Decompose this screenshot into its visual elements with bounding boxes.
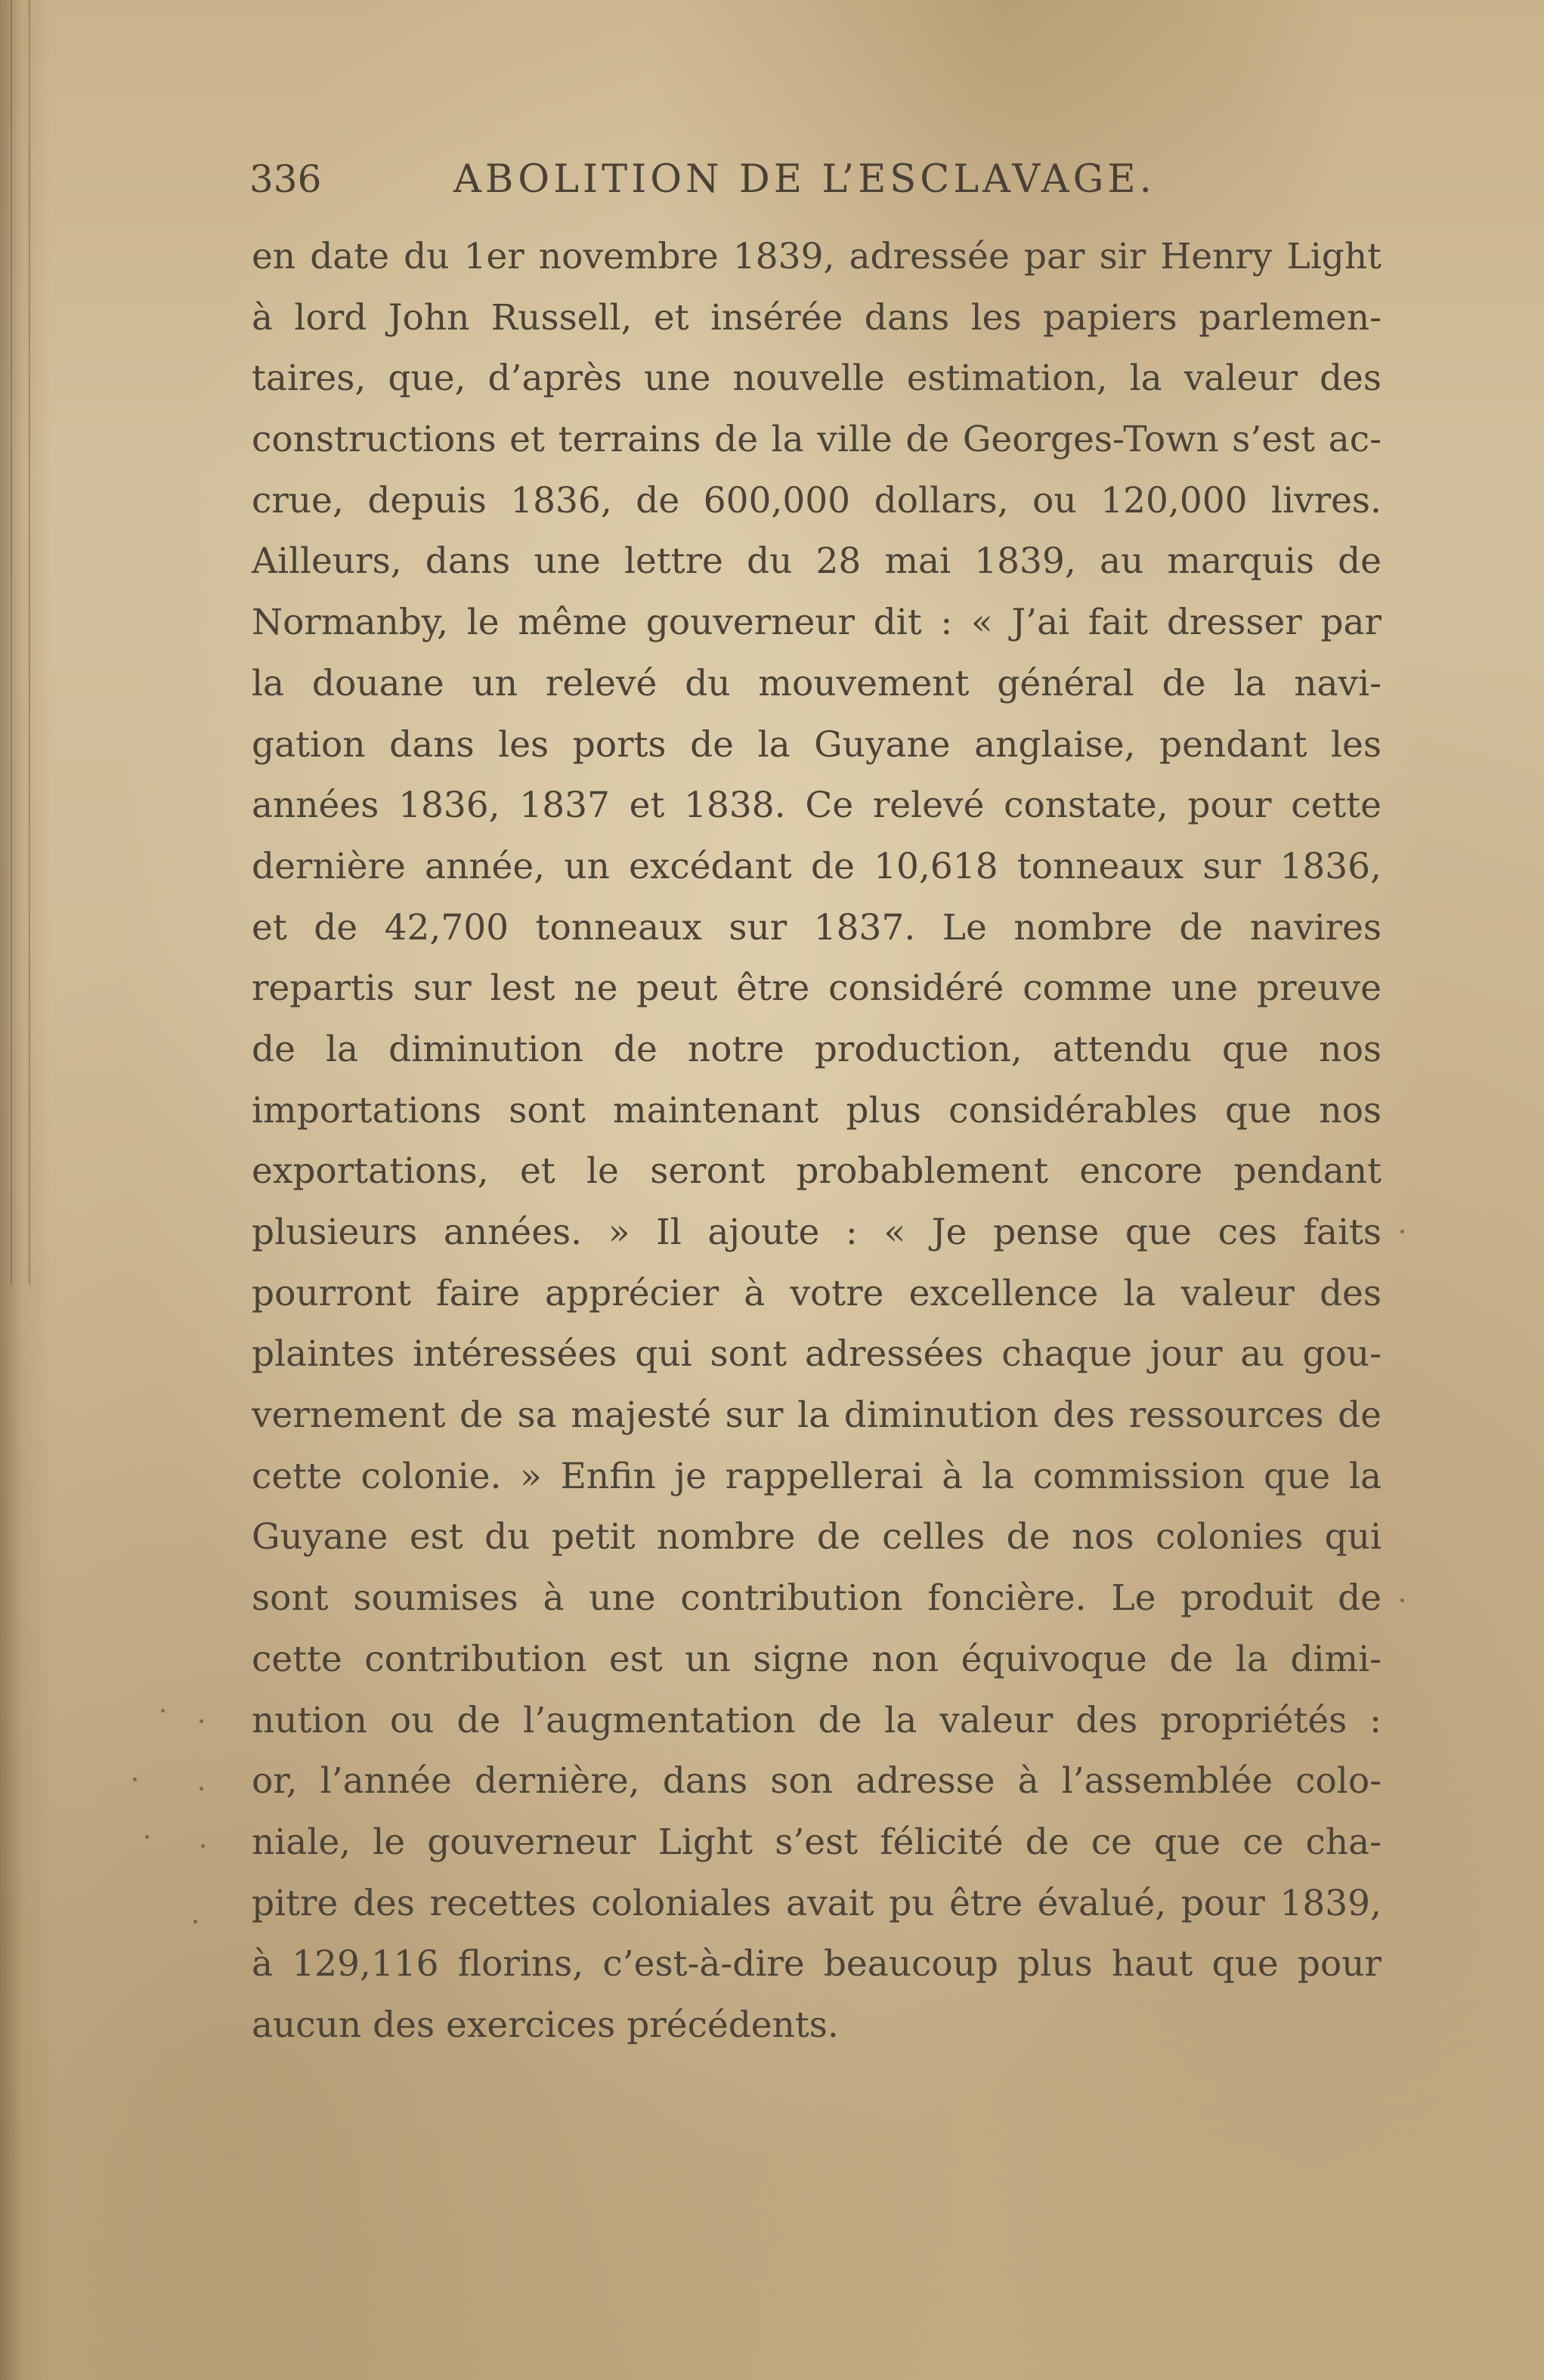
text-line: vernement de sa majesté sur la diminution des ressources de [252, 1394, 1382, 1437]
ink-speck [161, 1709, 165, 1713]
text-line: crue, depuis 1836, de 600,000 dollars, ou 120,000 livres. [252, 479, 1382, 521]
text-line: et de 42,700 tonneaux sur 1837. Le nombre de navires [252, 906, 1382, 949]
page-gutter-shadow [0, 0, 53, 2380]
page-edge-line [29, 0, 30, 1285]
text-line: Normanby, le même gouverneur dit : « J’ai fait dresser par [252, 602, 1382, 644]
text-line: gation dans les ports de la Guyane anglaise, pendant les [252, 723, 1382, 766]
text-line: nution ou de l’augmentation de la valeur des propriétés : [252, 1699, 1382, 1741]
text-line: cette colonie. » Enfin je rappellerai à la commission que la [252, 1455, 1382, 1497]
ink-speck [193, 1920, 197, 1923]
text-line: pitre des recettes coloniales avait pu être évalué, pour 1839, [252, 1882, 1382, 1924]
ink-speck [1400, 1599, 1404, 1602]
running-title: ABOLITION DE L’ESCLAVAGE. [453, 157, 1156, 202]
text-line: dernière année, un excédant de 10,618 tonneaux sur 1836, [252, 845, 1382, 887]
text-line: constructions et terrains de la ville de Georges-Town s’est ac- [252, 419, 1382, 461]
ink-speck [200, 1719, 203, 1723]
page-edge-line [11, 0, 12, 1285]
text-line: niale, le gouverneur Light s’est félicité de ce que ce cha- [252, 1821, 1382, 1863]
text-line: plusieurs années. » Il ajoute : « Je pense que ces faits [252, 1212, 1382, 1253]
text-line: à lord John Russell, et insérée dans les papiers parlemen- [252, 296, 1382, 339]
text-line: cette contribution est un signe non équivoque de la dimi- [252, 1638, 1382, 1680]
text-line: or, l’année dernière, dans son adresse à l’assemblée colo- [252, 1760, 1382, 1803]
ink-speck [133, 1778, 137, 1781]
text-line: taires, que, d’après une nouvelle estimation, la valeur des [252, 357, 1382, 400]
text-line-final: aucun des exercices précédents. [252, 2004, 839, 2046]
page-number: 336 [249, 157, 322, 201]
text-line: en date du 1er novembre 1839, adressée par sir Henry Light [252, 236, 1382, 277]
text-line: pourront faire apprécier à votre excellence la valeur des [252, 1272, 1382, 1314]
ink-speck [145, 1835, 149, 1839]
text-line: Guyane est du petit nombre de celles de nos colonies qui [252, 1516, 1382, 1558]
text-line: repartis sur lest ne peut être considéré comme une preuve [252, 967, 1382, 1010]
text-line: à 129,116 florins, c’est-à-dire beaucoup plus haut que pour [252, 1943, 1382, 1985]
ink-speck [201, 1844, 205, 1848]
text-line: Ailleurs, dans une lettre du 28 mai 1839, au marquis de [252, 540, 1382, 583]
body-text [252, 227, 1382, 2057]
text-line: la douane un relevé du mouvement général de la navi- [252, 662, 1382, 704]
text-line: exportations, et le seront probablement encore pendant [252, 1150, 1382, 1193]
ink-speck [200, 1787, 203, 1790]
running-head [249, 157, 1156, 210]
text-line: sont soumises à une contribution foncière. Le produit de [252, 1577, 1382, 1620]
ink-speck [1400, 1230, 1404, 1233]
text-line: importations sont maintenant plus considérables que nos [252, 1089, 1382, 1131]
text-line: de la diminution de notre production, attendu que nos [252, 1028, 1382, 1070]
text-line: années 1836, 1837 et 1838. Ce relevé constate, pour cette [252, 785, 1382, 827]
text-line: plaintes intéressées qui sont adressées chaque jour au gou- [252, 1333, 1382, 1376]
